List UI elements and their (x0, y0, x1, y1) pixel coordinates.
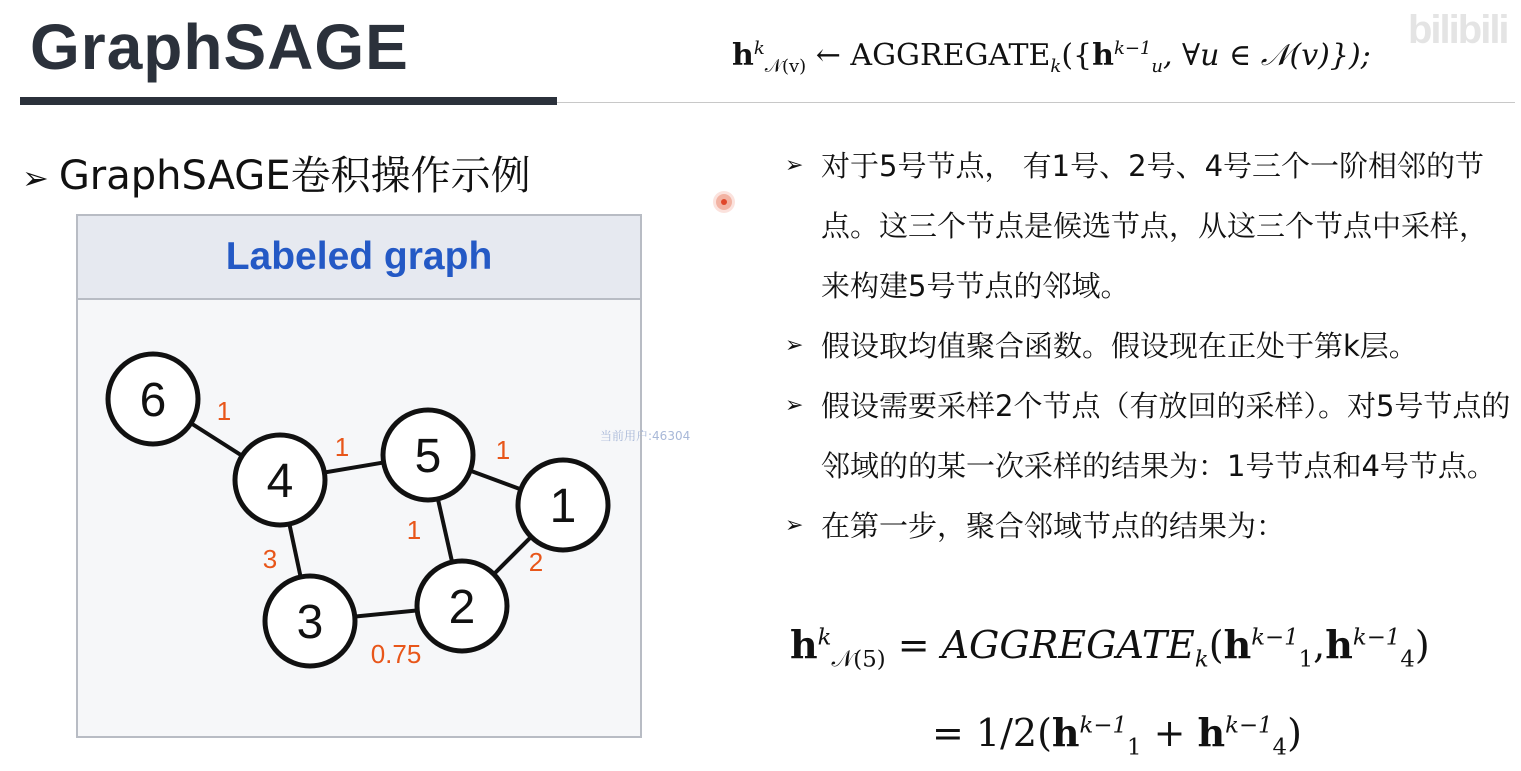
bullet-arrow-icon: ➢ (785, 153, 804, 178)
bullet-item: ➢ 假设取均值聚合函数。假设现在正处于第k层。 (785, 316, 1515, 376)
formula-mean-result: = $1/2(h^{k-1}_1 + h^{k-1}_4)$ (932, 710, 1302, 761)
graph-diagram (78, 216, 644, 740)
bullet-item: ➢ 对于5号节点， 有1号、2号、4号三个一阶相邻的节点。这三个节点是候选节点，从这三个节点中采样，来构建5号节点的邻域。 (785, 136, 1515, 316)
labeled-graph-panel (76, 214, 642, 738)
graph-node-label: 1 (549, 480, 577, 533)
graph-node-label: 5 (414, 430, 442, 483)
title-divider (557, 102, 1515, 103)
formula-aggregate-definition: $h^k_{𝒩(v)}$ ← $AGGREGATE_k(\{h^{k-1}_u$, ∀u ∈ 𝒩(v)}); (732, 38, 1371, 77)
graph-node-label: 6 (139, 374, 167, 427)
explanation-list (785, 136, 1515, 556)
edge-weight-label: 3 (262, 544, 278, 574)
left-bullet-graphsage-example: ➢ GraphSAGE卷积操作示例 (22, 153, 531, 199)
bullet-item: ➢ 假设需要采样2个节点（有放回的采样）。对5号节点的邻域的的某一次采样的结果为：1号节点和4号节点。 (785, 376, 1515, 496)
edge-weight-label: 1 (334, 432, 350, 462)
formula-aggregate-node5: $h^k_{𝒩(5)}$ = $AGGREGATE_k(h^{k-1}_1,h^{k-1}_4)$ (790, 622, 1430, 673)
page-title: GraphSAGE (30, 11, 409, 83)
graph-panel-title: Labeled graph (225, 235, 493, 278)
edge-weight-label: 0.75 (370, 639, 422, 669)
graph-node-label: 4 (266, 455, 294, 508)
graph-node-label: 3 (296, 596, 324, 649)
bullet-arrow-icon: ➢ (785, 393, 804, 418)
bullet-arrow-icon: ➢ (785, 513, 804, 538)
edge-weight-label: 1 (406, 515, 422, 545)
edge-weight-label: 2 (528, 547, 544, 577)
bullet-arrow-icon: ➢ (22, 159, 49, 197)
edge-weight-label: 1 (495, 435, 511, 465)
bilibili-logo: bilibili (1408, 8, 1508, 52)
user-watermark: 当前用户:46304 (600, 429, 691, 443)
bullet-item: ➢ 在第一步，聚合邻域节点的结果为： (785, 496, 1515, 556)
pointer-highlight-dot (716, 194, 732, 210)
bullet-arrow-icon: ➢ (785, 333, 804, 358)
edge-weight-label: 1 (216, 396, 232, 426)
title-underline-bar (20, 97, 557, 105)
graph-node-label: 2 (448, 581, 476, 634)
